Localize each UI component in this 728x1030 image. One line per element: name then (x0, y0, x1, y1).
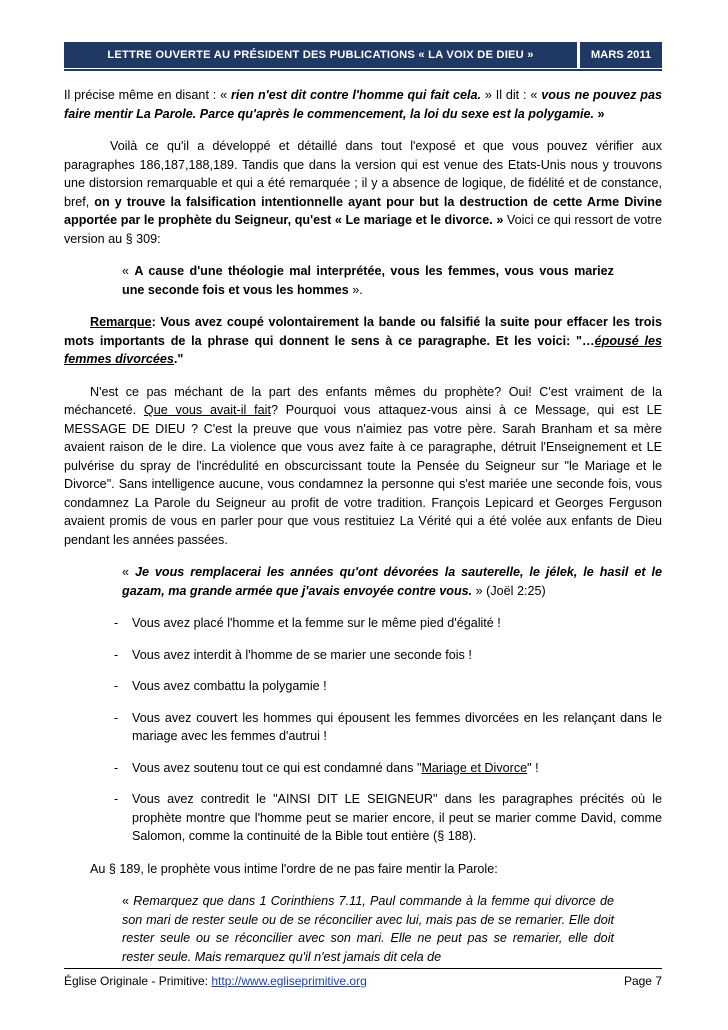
text: « (122, 894, 134, 908)
document-body (64, 86, 662, 966)
list-item-text: Vous avez soutenu tout ce qui est condamné dans " (132, 760, 422, 775)
page-footer (64, 968, 662, 988)
text: N'est ce pas méchant de la part des enfants mêmes du prophète? Oui! C'est vraiment de la méchanceté. (64, 384, 662, 417)
footer-source (64, 974, 367, 988)
footer-divider (64, 968, 662, 969)
quote-italic: Remarquez que dans 1 Corinthiens 7.11, Paul commande à la femme qui divorce de son mari de rester seule ou de se réconcilier avec lui, mais pas de se remarier. Elle doit rester seule ou se réconcilier avec son mari. Elle ne peut pas se remarier, elle doit rester seule. Mais remarquez qu'il n'est jamais dit cela de (122, 894, 614, 964)
dash-bullet: - (114, 616, 119, 630)
underlined-italic: épousé les femmes divorcées (64, 333, 662, 366)
list-item (64, 759, 662, 778)
underlined-text: Que vous avait-il fait (143, 403, 271, 417)
list-item-text: " ! (527, 760, 539, 775)
text: « (122, 565, 135, 579)
page-header (64, 42, 662, 68)
list-item (64, 614, 662, 633)
header-title: LETTRE OUVERTE AU PRÉSIDENT DES PUBLICATIONS « LA VOIX DE DIEU » (64, 42, 577, 68)
quote-bold: vous ne pouvez pas faire mentir La Parole. Parce qu'après le commencement, la loi du sexe est la polygamie. (64, 88, 663, 121)
remark-label: Remarque (90, 315, 152, 329)
citation: » (Joël 2:25) (472, 583, 546, 598)
text: ». (348, 282, 363, 297)
emphasis-bold: on y trouve la falsification intentionnelle ayant pour but la destruction de cette Arme Divine apportée par le prophète du Seigneur, qu'est « Le mariage et le divorce. » (64, 194, 662, 227)
header-divider (64, 69, 662, 71)
underlined-text: Mariage et Divorce (421, 760, 528, 775)
list-item-text: Vous avez combattu la polygamie ! (132, 679, 327, 693)
list (64, 614, 662, 846)
text: » Il dit : « (480, 88, 542, 102)
list-item-text: Vous avez placé l'homme et la femme sur le même pied d'égalité ! (132, 616, 501, 630)
list-item (64, 677, 662, 696)
quote-bold: A cause d'une théologie mal interprétée, vous les femmes, vous vous mariez une seconde fois et vous les hommes (122, 264, 614, 297)
paragraph-3 (64, 313, 662, 369)
dash-bullet: - (114, 760, 119, 775)
text: » (594, 106, 605, 121)
text: Voilà ce qu'il a développé et détaillé dans tout l'exposé et que vous pouvez vérifier aux paragraphes 186,187,188,189. Tandis que dans la version qui est venue des Etats-Unis nous y trouvons une distorsion remarquable et qui a été remarquée ; il y a absence de logique, de fidélité et de constance, bref, (64, 139, 662, 209)
text: ? Pourquoi vous attaquez-vous ainsi à ce Message, qui est LE MESSAGE DE DIEU ? C'est la preuve que vous n'aimiez pas votre père. Sarah Branham et sa mère avaient raison de le dire. La violence que vous avez faite à ce paragraphe, détruit l'Enseignement et LE pulvérise du spray de l'incrédulité en obscurcissant toute la Pensée du Seigneur sur "le Mariage et le Divorce". Sans intelligence aucune, vous condamnez la personne qui s'est mariée une seconde fois, vous condamnez La Parole du Seigneur au profit de votre tradition. François Lepicard et Georges Ferguson avaient promis de vous en parler pour que vous restituiez La Vérité qui a été volée aux enfants de Dieu pendant les années passées. (64, 403, 662, 547)
header-date: MARS 2011 (580, 42, 662, 68)
dash-bullet: - (114, 792, 119, 806)
quote-2 (122, 563, 662, 600)
footer-label: Église Originale - Primitive: (64, 974, 212, 988)
paragraph-1 (64, 86, 662, 123)
dash-bullet: - (114, 710, 119, 725)
page-number: Page 7 (623, 974, 662, 988)
paragraph-5: Au § 189, le prophète vous intime l'ordre de ne pas faire mentir la Parole: (90, 861, 498, 876)
quote-3 (122, 892, 614, 966)
website-link[interactable]: http://www.egliseprimitive.org (211, 974, 367, 988)
text: ." (173, 352, 184, 366)
paragraph-4 (64, 383, 662, 550)
list-item (64, 790, 662, 846)
text: Voici ce qui ressort de votre version au § 309: (64, 213, 662, 246)
paragraph-2 (64, 137, 662, 248)
list-item (64, 646, 662, 665)
dash-bullet: - (114, 647, 119, 662)
text: : Vous avez coupé volontairement la bande ou falsifié la suite pour effacer les trois mots importants de la phrase qui donnent le sens à ce paragraphe. Et les voici: "… (64, 315, 662, 348)
list-item-text: Vous avez interdit à l'homme de se marier une seconde fois ! (132, 647, 472, 662)
quote-bold: rien n'est dit contre l'homme qui fait cela. (231, 88, 481, 102)
text: « (122, 264, 135, 278)
list-item-text: Vous avez contredit le "AINSI DIT LE SEIGNEUR" dans les paragraphes précités où le prophète montre que l'homme peut se marier encore, il peut se marier comme David, comme Salomon, comme la continuité de la Bible tout entière (§ 188). (132, 792, 662, 843)
list-item (64, 709, 662, 746)
quote-1 (122, 262, 614, 299)
list-item-text: Vous avez couvert les hommes qui épousent les femmes divorcées en les relançant dans le mariage avec les femmes d'autrui ! (132, 710, 662, 743)
dash-bullet: - (114, 679, 119, 693)
quote-bold: Je vous remplacerai les années qu'ont dévorées la sauterelle, le jélek, le hasil et le gazam, ma grande armée que j'avais envoyée contre vous. (122, 565, 662, 598)
text: Il précise même en disant : « (64, 88, 232, 102)
